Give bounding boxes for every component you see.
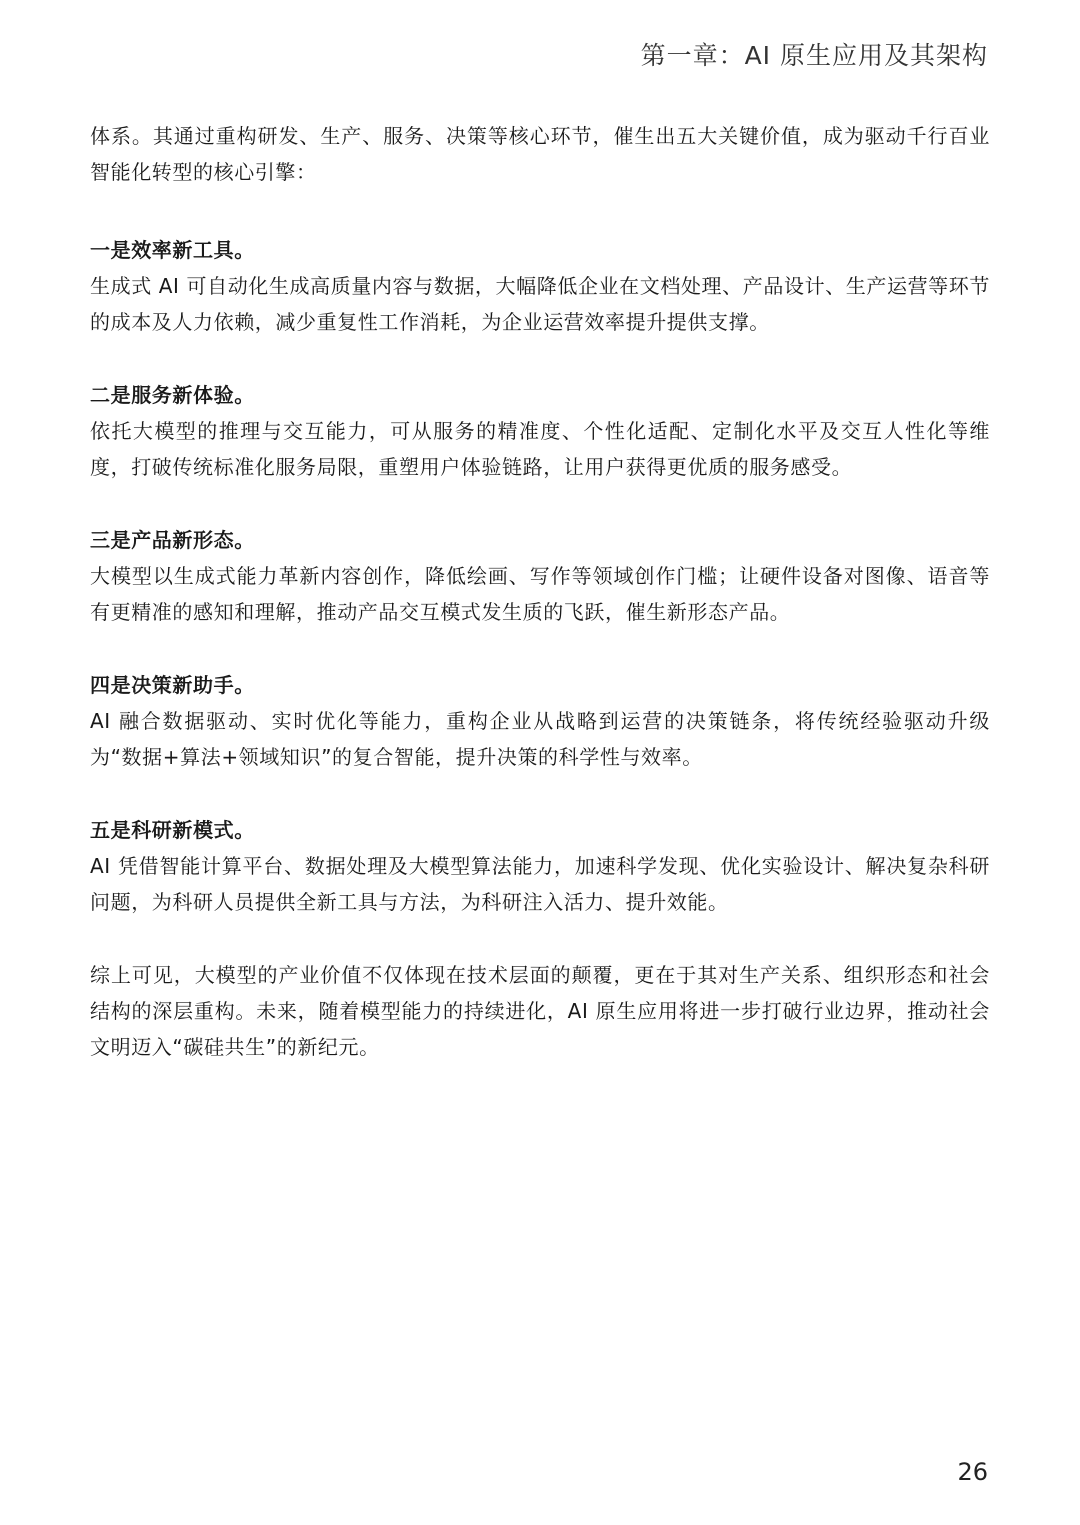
section-decision [90, 667, 990, 775]
section-title: 二是服务新体验。 [90, 383, 255, 407]
section-body: 大模型以生成式能力革新内容创作，降低绘画、写作等领域创作门槛；让硬件设备对图像、语音等有更精准的感知和理解，推动产品交互模式发生质的飞跃，催生新形态产品。 [90, 564, 990, 624]
chapter-header: 第一章：AI 原生应用及其架构 [640, 41, 988, 70]
page-number: 26 [957, 1458, 988, 1486]
conclusion-paragraph: 综上可见，大模型的产业价值不仅体现在技术层面的颠覆，更在于其对生产关系、组织形态和社会结构的深层重构。未来，随着模型能力的持续进化，AI 原生应用将进一步打破行业边界，推动社会文明迈入“碳硅共生”的新纪元。 [90, 963, 990, 1059]
section-efficiency [90, 232, 990, 340]
section-title: 五是科研新模式。 [90, 818, 255, 842]
section-body: 生成式 AI 可自动化生成高质量内容与数据，大幅降低企业在文档处理、产品设计、生产运营等环节的成本及人力依赖，减少重复性工作消耗，为企业运营效率提升提供支撑。 [90, 274, 990, 334]
section-title: 三是产品新形态。 [90, 528, 255, 552]
section-title: 四是决策新助手。 [90, 673, 255, 697]
section-body: AI 融合数据驱动、实时优化等能力，重构企业从战略到运营的决策链条，将传统经验驱动升级为“数据+算法+领域知识”的复合智能，提升决策的科学性与效率。 [90, 709, 990, 769]
section-research [90, 812, 990, 920]
intro-paragraph: 体系。其通过重构研发、生产、服务、决策等核心环节，催生出五大关键价值，成为驱动千行百业智能化转型的核心引擎： [90, 124, 990, 184]
section-body: AI 凭借智能计算平台、数据处理及大模型算法能力，加速科学发现、优化实验设计、解决复杂科研问题，为科研人员提供全新工具与方法，为科研注入活力、提升效能。 [90, 854, 990, 914]
section-product [90, 522, 990, 630]
section-service [90, 377, 990, 485]
section-title: 一是效率新工具。 [90, 238, 255, 262]
page-content [90, 118, 990, 1065]
section-body: 依托大模型的推理与交互能力，可从服务的精准度、个性化适配、定制化水平及交互人性化等维度，打破传统标准化服务局限，重塑用户体验链路，让用户获得更优质的服务感受。 [90, 419, 990, 479]
